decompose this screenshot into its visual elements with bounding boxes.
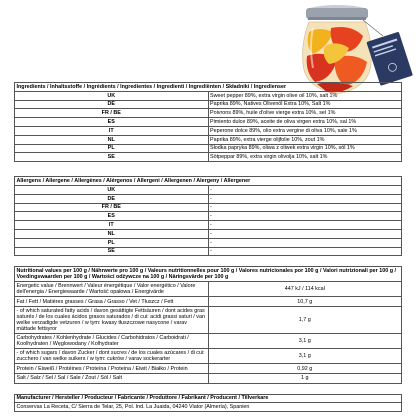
manufacturer-address: Conservas La Receta, C/ Sierra de Telar, 25, Pol. Ind. La Juaida, 04240 Viator (Almería), Spanien (15, 403, 402, 412)
ingredient-row (15, 118, 402, 127)
nutrient-label: Protein / Eiweiß / Protéines / Proteína / Proteina / Eiwit / Białko / Protein (15, 364, 209, 374)
allergens-title: Allergens / Allergene / Allergènes / Alérgenos / Allergeni / Allergenen / Alergeny / Allergener (15, 177, 402, 186)
ingredient-row-text: Paprika 89%, extra vierge olijfolie 10%, zout 1% (208, 135, 402, 144)
nutrient-label: Salt / Salz / Sel / Sal / Sale / Zout / Sól / Salt (15, 373, 209, 383)
allergen-row-text: - (208, 229, 402, 238)
allergen-row-text: - (208, 221, 402, 230)
product-spec-sheet (14, 82, 402, 412)
language-code: UK (15, 91, 209, 100)
ingredients-table (14, 82, 402, 162)
nutrition-row (15, 282, 402, 297)
ingredient-row (15, 109, 402, 118)
allergen-row-text: - (208, 185, 402, 194)
allergen-row (15, 238, 402, 247)
nutrient-value: 3,1 g (208, 334, 402, 349)
ingredient-row-text: Paprika 89%, Natives Olivenöl Extra 10%, Salt 1% (208, 100, 402, 109)
nutrition-row (15, 306, 402, 333)
nutrient-value: 3,1 g (208, 349, 402, 364)
allergen-row-text: - (208, 212, 402, 221)
language-code: ES (15, 118, 209, 127)
allergen-row (15, 194, 402, 203)
allergens-table (14, 176, 402, 256)
nutrient-value: 1 g (208, 373, 402, 383)
language-code: NL (15, 229, 209, 238)
manufacturer-title: Manufacturer / Hersteller / Producteur / Fabricante / Produttore / Fabrikant / Producent / Tillverkare (15, 394, 402, 403)
nutrition-row (15, 297, 402, 307)
nutrient-label: - of which sugars / davon Zucker / dont sucres / de los cuales azúcares / di cui: zucchero / van welke suikers / w tym: cukrów / varav sockerarter (15, 349, 209, 364)
allergen-row (15, 212, 402, 221)
ingredient-row-text: Poivrons 89%, huile d'olive vierge extra 10%, sel 1% (208, 109, 402, 118)
language-code: IT (15, 221, 209, 230)
language-code: FR / BE (15, 203, 209, 212)
allergen-row (15, 203, 402, 212)
allergen-row-text: - (208, 247, 402, 256)
language-code: UK (15, 185, 209, 194)
nutrient-value: 1,7 g (208, 306, 402, 333)
nutrient-label: Fat / Fett / Matières grasses / Grasa / Grasso / Vet / Tłuszcz / Fett (15, 297, 209, 307)
language-code: SE (15, 247, 209, 256)
language-code: ES (15, 212, 209, 221)
language-code: PL (15, 238, 209, 247)
ingredient-row (15, 135, 402, 144)
ingredient-row (15, 126, 402, 135)
manufacturer-table (14, 394, 402, 413)
nutrient-value: 0,92 g (208, 364, 402, 374)
nutrient-label: Carbohydrates / Kohlenhydrate / Glucides / Carbohidratos / Carboidrati / Koolhydraten / Węglowodany / Kolhydrater (15, 334, 209, 349)
language-code: IT (15, 126, 209, 135)
nutrition-row (15, 334, 402, 349)
ingredient-row-text: Pimiento dulce 89%, aceite de oliva virgen extra 10%, sal 1% (208, 118, 402, 127)
ingredient-row-text: Sweet pepper 89%, extra virgin olive oil 10%, salt 1% (208, 91, 402, 100)
allergen-row (15, 221, 402, 230)
nutrition-table (14, 266, 402, 383)
language-code: FR / BE (15, 109, 209, 118)
ingredient-row-text: Peperone dolce 89%, olio extra vergine di oliva 10%, sale 1% (208, 126, 402, 135)
language-code: NL (15, 135, 209, 144)
ingredients-title: Ingredients / Inhaltsstoffe / Ingrédients / Ingredientes / Ingredienti / Ingrediënten / Składniki / Ingredienser (15, 83, 402, 92)
nutrient-value: 447 kJ / 114 kcal (208, 282, 402, 297)
allergen-row (15, 185, 402, 194)
allergen-row (15, 229, 402, 238)
allergen-row (15, 247, 402, 256)
ingredient-row (15, 100, 402, 109)
ingredient-row-text: Słodka papryka 89%, oliwa z oliwek extra virgin 10%, sól 1% (208, 144, 402, 153)
language-code: SE (15, 153, 209, 162)
ingredient-row (15, 153, 402, 162)
allergen-row-text: - (208, 203, 402, 212)
nutrition-row (15, 364, 402, 374)
nutrient-label: Energetic value / Brennwert / Valeur énergétique / Valor energético / Valore dell'energia / Energiewaarde / Wartość opałowa / Energivärde (15, 282, 209, 297)
ingredient-row (15, 144, 402, 153)
allergen-row-text: - (208, 238, 402, 247)
nutrient-value: 10,7 g (208, 297, 402, 307)
language-code: PL (15, 144, 209, 153)
language-code: DE (15, 194, 209, 203)
ingredient-row (15, 91, 402, 100)
language-code: DE (15, 100, 209, 109)
nutrition-row (15, 373, 402, 383)
nutrient-label: - of which saturated fatty acids / davon gesättigte Fettsäuren / dont acides gras saturés / de los cuales ácidos grasos saturados / di cui: acidi grassi saturi / van welke verzadigde vetzuren / w tym: kwasy tłuszczowe nasycone / varav mättade fettsyror (15, 306, 209, 333)
ingredient-row-text: Sötpeppar 89%, extra virgin olivolja 10%, salt 1% (208, 153, 402, 162)
nutrition-row (15, 349, 402, 364)
allergen-row-text: - (208, 194, 402, 203)
nutrition-title: Nutritional values per 100 g / Nährwerte pro 100 g / Valeurs nutritionnelles pour 100 g / Valores nutricionales por 100 g / Valori nutrizionali per 100 g / Voedingswaarden per 100 g / Wartości odżywcze na 100 g / Näringsvärde per 100 g (15, 267, 402, 282)
